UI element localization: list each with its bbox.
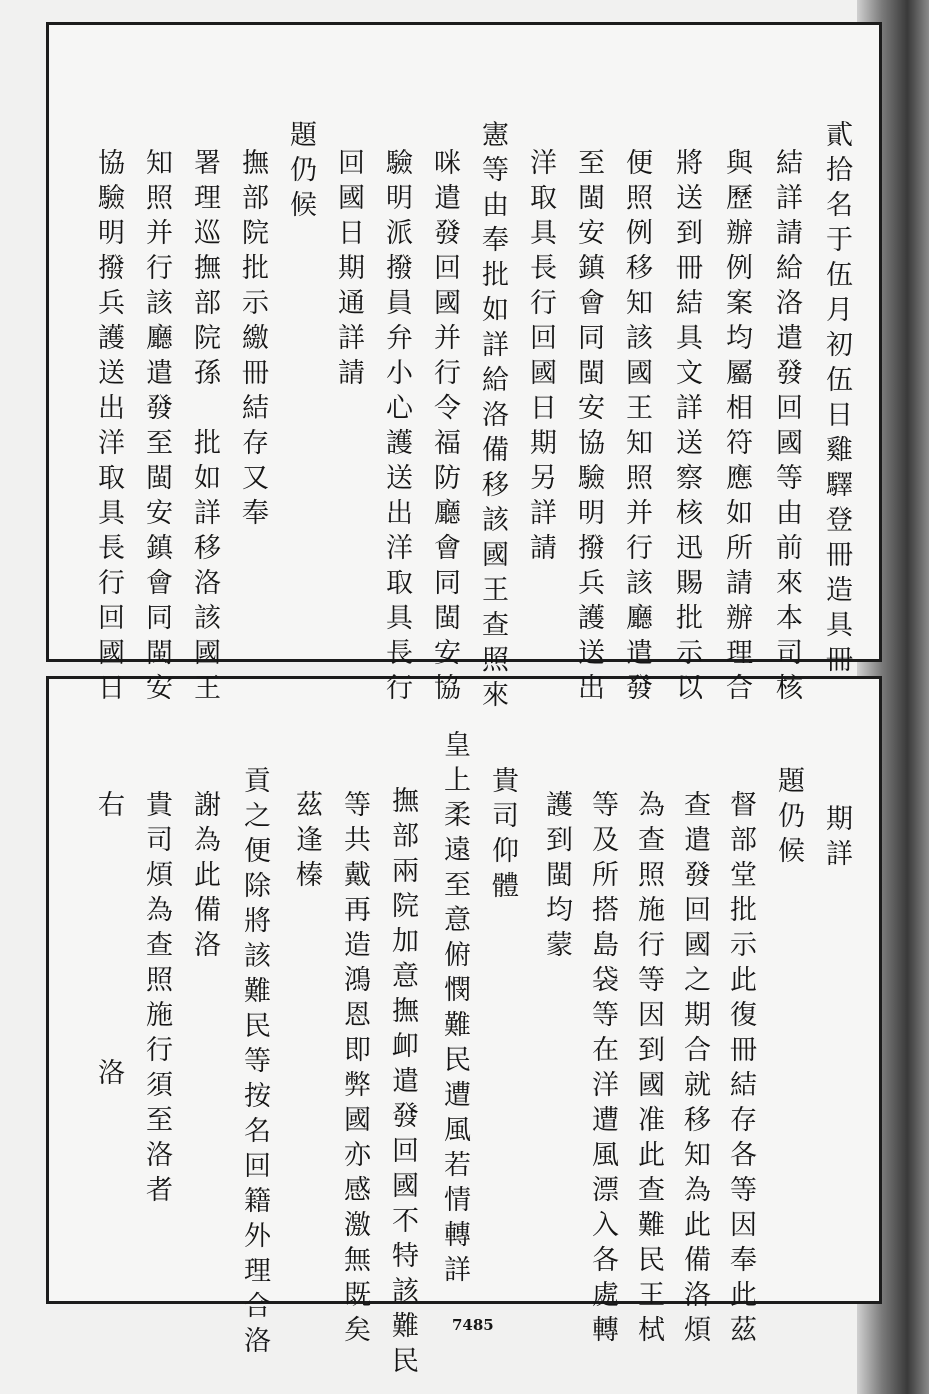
top-column-12: 題仍候 xyxy=(285,120,316,225)
bottom-column-9: 皇上柔遠至意俯憫難民遭風若情轉詳 xyxy=(439,730,470,1290)
top-column-16: 協驗明撥兵護送出洋取具長行回國日 xyxy=(93,148,124,708)
bottom-column-15: 貴司煩為查照施行須至洛者 xyxy=(141,790,172,1210)
bottom-column-1: 期詳 xyxy=(821,804,852,874)
bottom-column-14: 謝為此備洛 xyxy=(189,790,220,965)
page-number: 7485 xyxy=(452,1316,494,1334)
bottom-column-16: 右 xyxy=(93,790,124,825)
top-column-4: 將送到冊結具文詳送察核迅賜批示以 xyxy=(671,148,702,708)
bottom-column-6: 等及所搭島袋等在洋遭風漂入各處轉 xyxy=(587,790,618,1350)
top-column-14: 署理巡撫部院孫 批如詳移洛該國王 xyxy=(189,148,220,708)
top-column-13: 撫部院批示繳冊結存又奉 xyxy=(237,148,268,533)
bottom-column-10: 撫部兩院加意撫卹遣發回國不特該難民 xyxy=(387,786,418,1381)
top-column-9: 咪遣發回國并行令福防廳會同閩安協 xyxy=(429,148,460,708)
bottom-column-7: 護到閩均蒙 xyxy=(541,790,572,965)
bottom-column-13: 貢之便除將該難民等按名回籍外理合洛 xyxy=(239,766,270,1361)
bottom-column-12: 茲逢榛 xyxy=(291,790,322,895)
top-column-8: 憲等由奉批如詳給洛備移該國王查照來 xyxy=(477,120,508,715)
top-column-10: 驗明派撥員弁小心護送出洋取具長行 xyxy=(381,148,412,708)
top-column-7: 洋取具長行回國日期另詳請 xyxy=(525,148,556,568)
bottom-column-5: 為查照施行等因到國准此查難民王栻 xyxy=(633,790,664,1350)
top-column-6: 至閩安鎮會同閩安協驗明撥兵護送出 xyxy=(573,148,604,708)
top-column-3: 與歷辦例案均屬相符應如所請辦理合 xyxy=(721,148,752,708)
top-column-1: 貳拾名于伍月初伍日雞驛登冊造具冊 xyxy=(821,120,852,680)
top-column-11: 回國日期通詳請 xyxy=(333,148,364,393)
bottom-column-8: 貴司仰體 xyxy=(487,766,518,906)
bottom-column-17: 洛 xyxy=(93,1058,124,1093)
bottom-column-4: 查遣發回國之期合就移知為此備洛煩 xyxy=(679,790,710,1350)
bottom-column-3: 督部堂批示此復冊結存各等因奉此茲 xyxy=(725,790,756,1350)
bottom-column-2: 題仍候 xyxy=(773,766,804,871)
top-column-2: 結詳請給洛遣發回國等由前來本司核 xyxy=(771,148,802,708)
top-column-15: 知照并行該廳遣發至閩安鎮會同閩安 xyxy=(141,148,172,708)
bottom-column-11: 等共戴再造鴻恩即弊國亦感激無既矣 xyxy=(339,790,370,1350)
top-column-5: 便照例移知該國王知照并行該廳遣發 xyxy=(621,148,652,708)
